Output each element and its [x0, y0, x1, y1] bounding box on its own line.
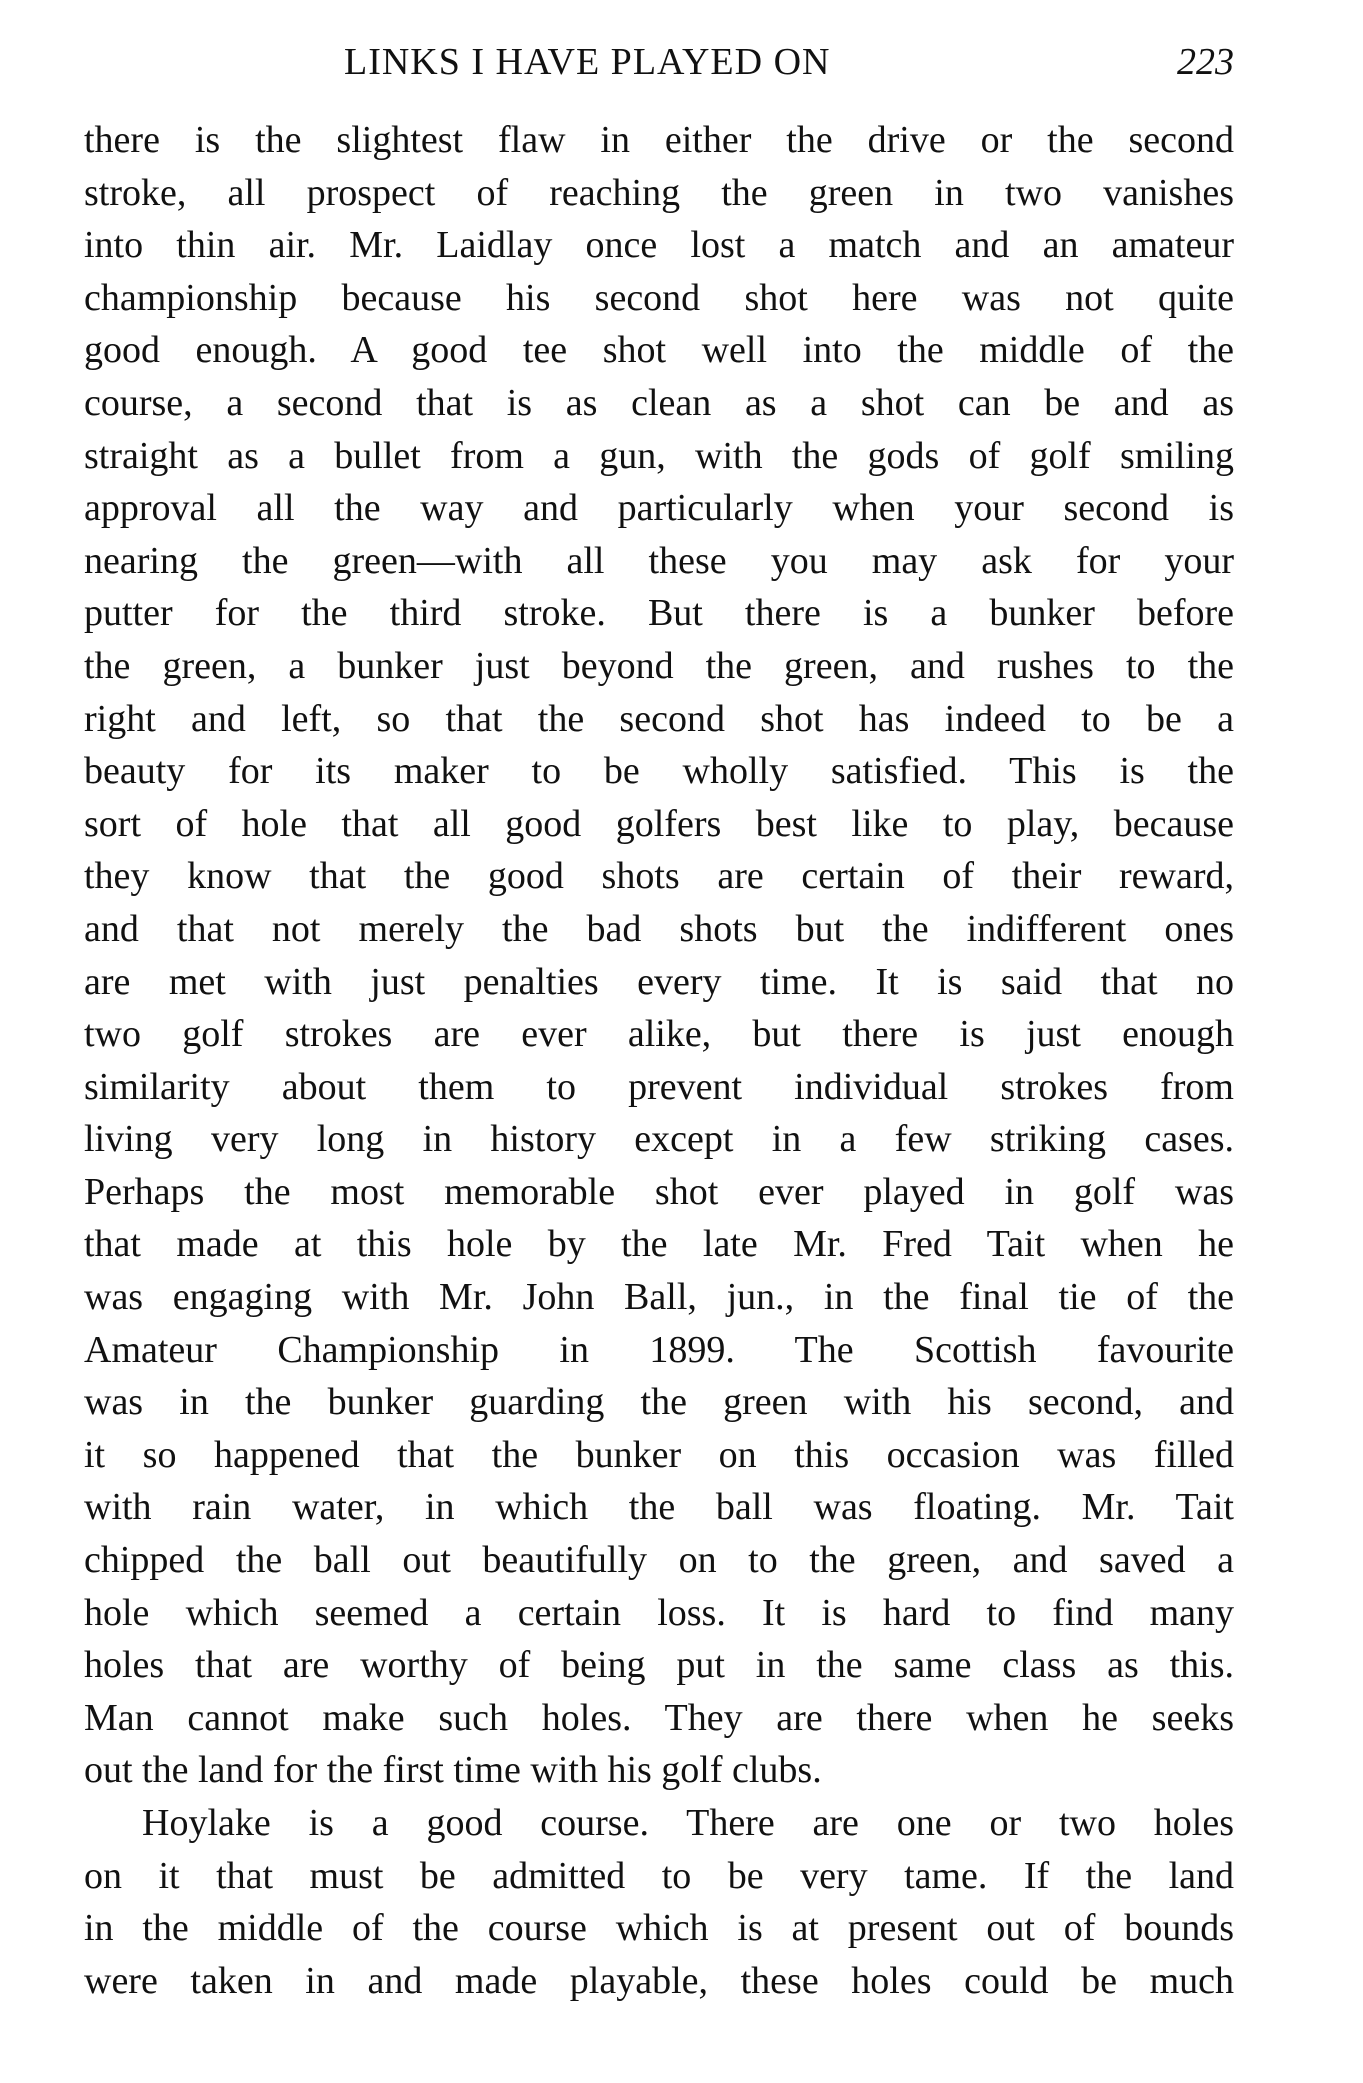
text-line: course, a second that is as clean as a shot can be and as — [84, 381, 1234, 424]
page-number: 223 — [1177, 41, 1234, 83]
paragraph-last-line: out the land for the first time with his golf clubs. — [84, 1749, 822, 1792]
text-line: that made at this hole by the late Mr. Fred Tait when he — [84, 1223, 1234, 1266]
text-line: approval all the way and particularly when your second is — [84, 487, 1234, 530]
paragraph-first-line: Hoylake is a good course. There are one or two holes — [142, 1802, 1234, 1844]
text-line: the green, a bunker just beyond the green, and rushes to the — [84, 644, 1234, 687]
text-line: chipped the ball out beautifully on to the green, and saved a — [84, 1539, 1234, 1582]
text-line: championship because his second shot here was not quite — [84, 276, 1234, 319]
text-line: good enough. A good tee shot well into the middle of the — [84, 329, 1234, 372]
text-line: in the middle of the course which is at present out of bounds — [84, 1907, 1234, 1950]
running-head — [84, 40, 1234, 90]
text-line: there is the slightest flaw in either the drive or the second — [84, 119, 1234, 161]
text-line: stroke, all prospect of reaching the green in two vanishes — [84, 171, 1234, 214]
text-line: nearing the green—with all these you may ask for your — [84, 539, 1234, 582]
text-line: straight as a bullet from a gun, with the gods of golf smiling — [84, 434, 1234, 477]
text-line: two golf strokes are ever alike, but there is just enough — [84, 1013, 1234, 1056]
text-line: hole which seemed a certain loss. It is hard to find many — [84, 1591, 1234, 1634]
text-line: Perhaps the most memorable shot ever played in golf was — [84, 1170, 1234, 1213]
text-line: and that not merely the bad shots but the indifferent ones — [84, 907, 1234, 950]
body-text — [84, 114, 1234, 2007]
text-line: right and left, so that the second shot has indeed to be a — [84, 697, 1234, 740]
text-line: into thin air. Mr. Laidlay once lost a match and an amateur — [84, 224, 1234, 267]
text-line: it so happened that the bunker on this occasion was filled — [84, 1433, 1234, 1476]
text-line: sort of hole that all good golfers best like to play, because — [84, 802, 1234, 845]
text-line: was engaging with Mr. John Ball, jun., in the final tie of the — [84, 1276, 1234, 1319]
text-line: they know that the good shots are certain of their reward, — [84, 855, 1234, 898]
running-title: LINKS I HAVE PLAYED ON — [344, 41, 831, 83]
text-line: Amateur Championship in 1899. The Scottish favourite — [84, 1328, 1234, 1371]
text-line: were taken in and made playable, these holes could be much — [84, 1959, 1234, 2002]
text-line: on it that must be admitted to be very tame. If the land — [84, 1854, 1234, 1897]
text-line: are met with just penalties every time. It is said that no — [84, 960, 1234, 1003]
text-line: Man cannot make such holes. They are there when he seeks — [84, 1696, 1234, 1739]
text-line: holes that are worthy of being put in the same class as this. — [84, 1644, 1234, 1687]
text-line: beauty for its maker to be wholly satisfied. This is the — [84, 750, 1234, 793]
text-line: similarity about them to prevent individual strokes from — [84, 1065, 1234, 1108]
text-line: was in the bunker guarding the green with his second, and — [84, 1381, 1234, 1424]
text-line: living very long in history except in a few striking cases. — [84, 1118, 1234, 1161]
text-line: putter for the third stroke. But there is a bunker before — [84, 592, 1234, 635]
text-line: with rain water, in which the ball was floating. Mr. Tait — [84, 1486, 1234, 1529]
